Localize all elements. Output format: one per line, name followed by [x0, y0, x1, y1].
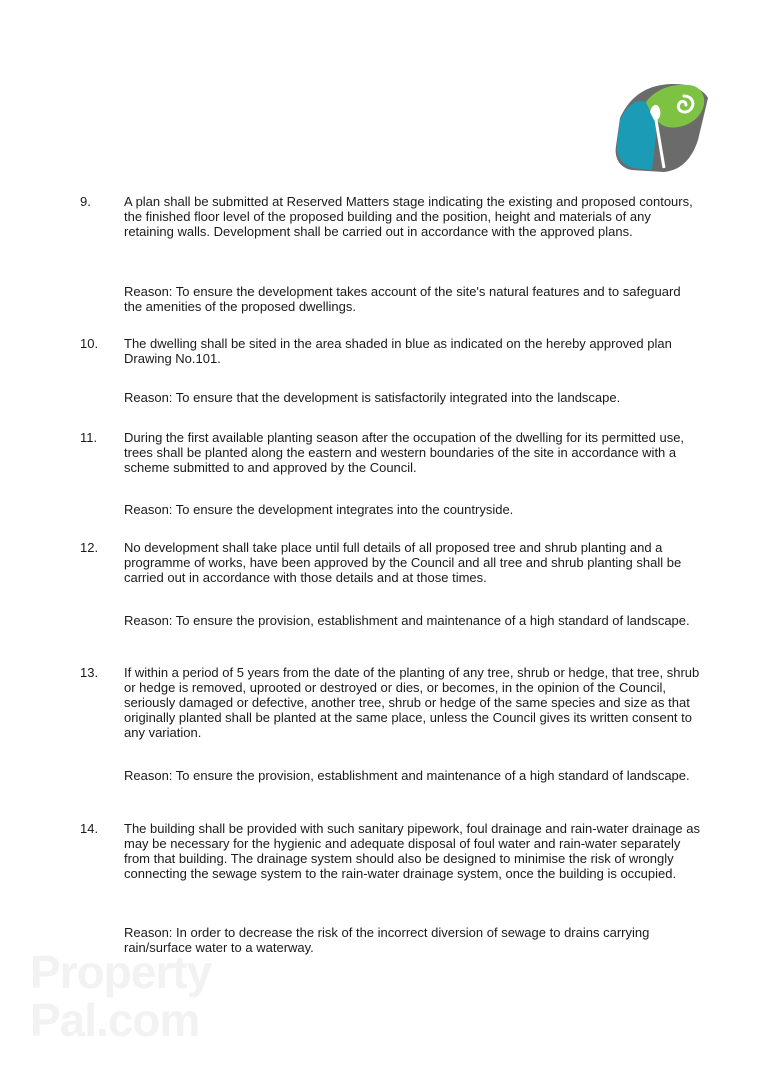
condition-number: 13. [80, 665, 99, 680]
condition-reason: Reason: To ensure the provision, establishment and maintenance of a high standard of landscape. [124, 613, 690, 628]
condition-number: 14. [80, 821, 99, 836]
watermark-line-2: Pal.com [30, 994, 200, 1046]
condition-text: No development shall take place until full details of all proposed tree and shrub planting and a programme of works, have been approved by the Council and all tree and shrub planting shall be carried out in accordance with those details and at those times. [124, 540, 682, 585]
condition-reason: Reason: To ensure the development integrates into the countryside. [124, 502, 514, 517]
condition-reason: Reason: In order to decrease the risk of the incorrect diversion of sewage to drains carrying rain/surface water to a waterway. [124, 925, 650, 955]
watermark-line-1: Property [30, 946, 212, 998]
council-logo-icon [612, 80, 712, 176]
condition-text: The dwelling shall be sited in the area shaded in blue as indicated on the hereby approved plan Drawing No.101. [124, 336, 672, 366]
condition-number: 9. [80, 194, 91, 209]
condition-text: A plan shall be submitted at Reserved Matters stage indicating the existing and proposed contours, the finished floor level of the proposed building and the position, height and materials of any retaining walls. Development shall be carried out in accordance with the approved plans. [124, 194, 693, 239]
condition-reason: Reason: To ensure that the development is satisfactorily integrated into the landscape. [124, 390, 621, 405]
condition-reason: Reason: To ensure the development takes account of the site's natural features and to safeguard the amenities of the proposed dwellings. [124, 284, 681, 314]
condition-text: The building shall be provided with such sanitary pipework, foul drainage and rain-water drainage as may be necessary for the hygienic and adequate disposal of foul water and rain-water separately from that building. The drainage system should also be designed to minimise the risk of wrongly connecting the sewage system to the rain-water drainage system, once the building is occupied. [124, 821, 700, 881]
condition-text: If within a period of 5 years from the date of the planting of any tree, shrub or hedge, that tree, shrub or hedge is removed, uprooted or destroyed or dies, or becomes, in the opinion of the Council, seriously damaged or defective, another tree, shrub or hedge of the same species and size as that originally planted shall be planted at the same place, unless the Council gives its written consent to any variation. [124, 665, 700, 740]
condition-reason: Reason: To ensure the provision, establishment and maintenance of a high standard of landscape. [124, 768, 690, 783]
condition-number: 11. [80, 430, 98, 445]
condition-number: 12. [80, 540, 99, 555]
condition-text: During the first available planting season after the occupation of the dwelling for its permitted use, trees shall be planted along the eastern and western boundaries of the site in accordance with a scheme submitted to and approved by the Council. [124, 430, 685, 475]
condition-number: 10. [80, 336, 99, 351]
propertypal-watermark [30, 948, 260, 1058]
